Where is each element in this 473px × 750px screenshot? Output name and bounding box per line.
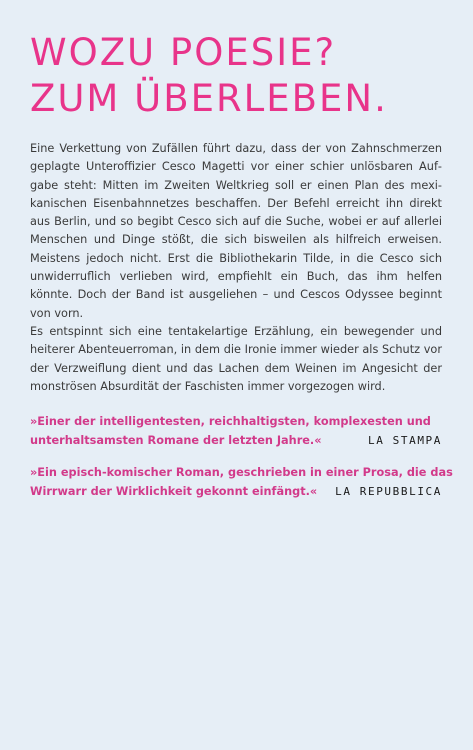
headline bbox=[30, 30, 388, 122]
quote-source: LA REPUBBLICA bbox=[335, 484, 442, 498]
blurb-text bbox=[30, 140, 442, 396]
press-quote-la-repubblica bbox=[30, 464, 453, 501]
headline-line-2: ZUM ÜBERLEBEN. bbox=[30, 77, 388, 120]
quote-text-line-2: Wirrwarr der Wirklichkeit gekonnt einfängt.« bbox=[30, 484, 318, 498]
quote-text-line-1: »Ein episch-komischer Roman, geschrieben in einer Prosa, die das bbox=[30, 466, 453, 479]
blurb-paragraph-1: Eine Verkettung von Zufällen führt dazu, dass der von Zahnschmerzen geplagte Unteroffizier Cesco Magetti vor einer schier unlösbaren Aufgabe steht: Mitten im Zweiten Weltkrieg soll er einen Plan des mexikanischen Eisenbahnnetzes beschaffen. Der Befehl erreicht ihn direkt aus Berlin, und so begibt Cesco sich auf die Suche, wobei er auf allerlei Menschen und Dinge stößt, die sich bisweilen als hilfreich erweisen. Meistens jedoch nicht. Erst die Bibliothekarin Tilde, in die Cesco sich unwiderruflich verlieben wird, empfiehlt ein Buch, das ihm helfen könnte. Doch der Band ist ausgeliehen – und Cescos Odyssee beginnt von vorn. bbox=[30, 142, 442, 320]
quote-text-line-1: »Einer der intelligentesten, reichhaltigsten, komplexesten und bbox=[30, 415, 431, 428]
press-quote-la-stampa bbox=[30, 413, 442, 450]
blurb-paragraph-2: Es entspinnt sich eine tentakelartige Erzählung, ein bewegender und heiterer Abenteuerroman, in dem die Ironie immer wieder als Schutz vor der Verzweiflung dient und das Lachen dem Weinen im Angesicht der monströsen Absurdität der Faschisten immer vorgezogen wird. bbox=[30, 324, 442, 393]
headline-line-1: WOZU POESIE? bbox=[30, 31, 337, 74]
quote-text-line-2: unterhaltsamsten Romane der letzten Jahre.« bbox=[30, 433, 322, 447]
quote-source: LA STAMPA bbox=[367, 433, 442, 447]
